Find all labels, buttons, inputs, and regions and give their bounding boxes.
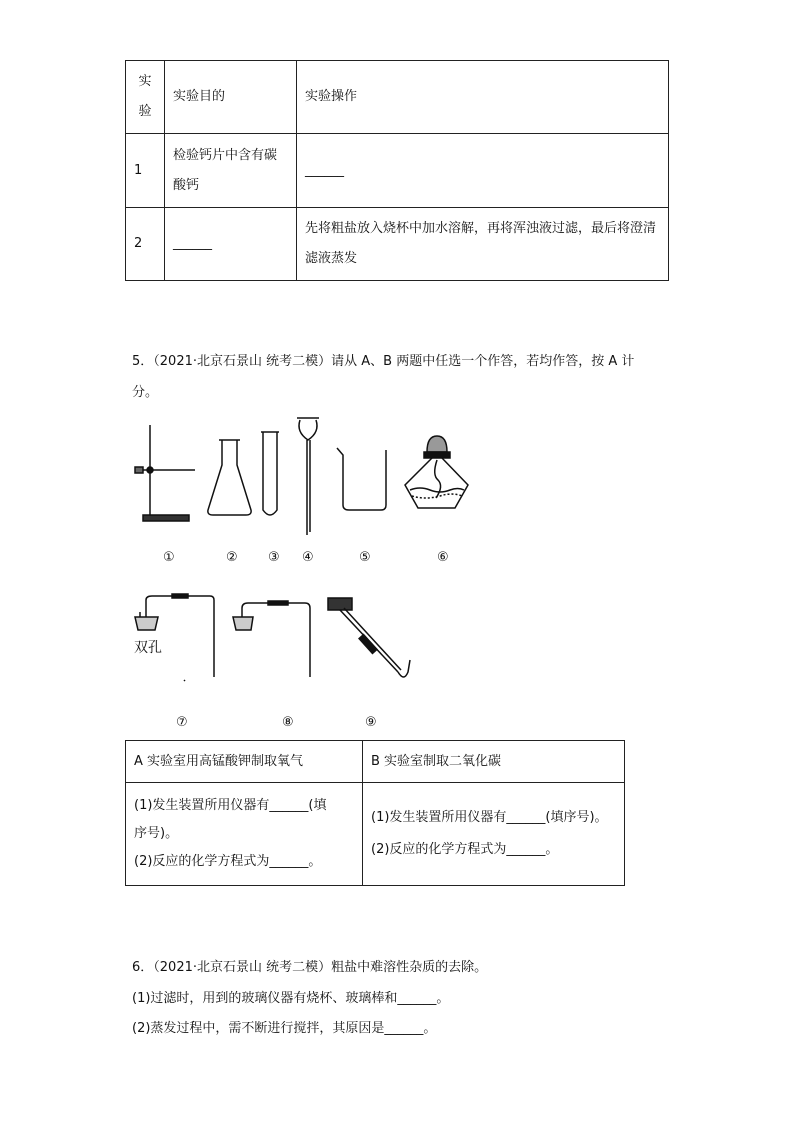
conical-flask-drawing xyxy=(208,440,251,515)
label-9: ⑨ xyxy=(365,715,377,730)
choice-a-header: A 实验室用高锰酸钾制取氧气 xyxy=(126,741,363,783)
choice-b-header: B 实验室制取二氧化碳 xyxy=(363,741,625,783)
test-tube-drawing xyxy=(261,432,279,515)
header-no: 实 验 xyxy=(126,61,165,134)
tube-assembly-9 xyxy=(328,598,410,677)
q5-text: 请从 A、B 两题中任选一个作答，若均作答，按 A 计 xyxy=(331,354,635,369)
choice-table xyxy=(125,740,625,886)
tube-assembly-8 xyxy=(233,601,310,677)
row1-purpose: 检验钙片中含有碳酸钙 xyxy=(165,134,297,208)
row2-operation: 先将粗盐放入烧杯中加水溶解，再将浑浊液过滤，最后将澄清滤液蒸发 xyxy=(297,208,669,281)
choice-b-line1: (1)发生装置所用仪器有______(填序号)。 xyxy=(371,810,608,825)
label-6: ⑥ xyxy=(437,550,449,565)
double-hole-label: 双孔 xyxy=(134,640,162,656)
row1-no: 1 xyxy=(126,134,165,208)
label-5: ⑤ xyxy=(359,550,371,565)
q6-source: （2021·北京石景山 统考二模） xyxy=(153,960,332,975)
row2-purpose: ______ xyxy=(165,208,297,281)
q6-text: 粗盐中难溶性杂质的去除。 xyxy=(331,960,488,975)
q5-number: 5． xyxy=(132,354,154,369)
header-purpose: 实验目的 xyxy=(165,61,297,134)
label-1: ① xyxy=(163,550,175,565)
choice-a-line1: (1)发生装置所用仪器有______(填 xyxy=(134,798,327,813)
q5-source: （2021·北京石景山 统考二模） xyxy=(153,354,332,369)
q6-line0 xyxy=(132,958,487,978)
funnel-drawing xyxy=(297,418,319,535)
q6-line1: (1)过滤时，用到的玻璃仪器有烧杯、玻璃棒和______。 xyxy=(132,991,450,1006)
choice-a-line3: (2)反应的化学方程式为______。 xyxy=(134,854,322,869)
q6-line2: (2)蒸发过程中，需不断进行搅拌，其原因是______。 xyxy=(132,1021,437,1036)
choice-a-body xyxy=(126,783,363,886)
choice-b-body xyxy=(363,783,625,886)
q6-number: 6． xyxy=(132,960,154,975)
iron-stand-drawing xyxy=(135,425,195,521)
alcohol-lamp-drawing xyxy=(405,436,468,508)
label-7: ⑦ xyxy=(176,715,188,730)
label-8: ⑧ xyxy=(282,715,294,730)
row1-operation: ______ xyxy=(297,134,669,208)
row2-no: 2 xyxy=(126,208,165,281)
beaker-drawing xyxy=(337,448,386,510)
label-4: ④ xyxy=(302,550,314,565)
choice-b-line2: (2)反应的化学方程式为______。 xyxy=(371,842,559,857)
label-3: ③ xyxy=(268,550,280,565)
choice-a-line2: 序号)。 xyxy=(134,826,179,841)
header-operation: 实验操作 xyxy=(297,61,669,134)
label-2: ② xyxy=(226,550,238,565)
q5-text2: 分。 xyxy=(132,385,159,400)
